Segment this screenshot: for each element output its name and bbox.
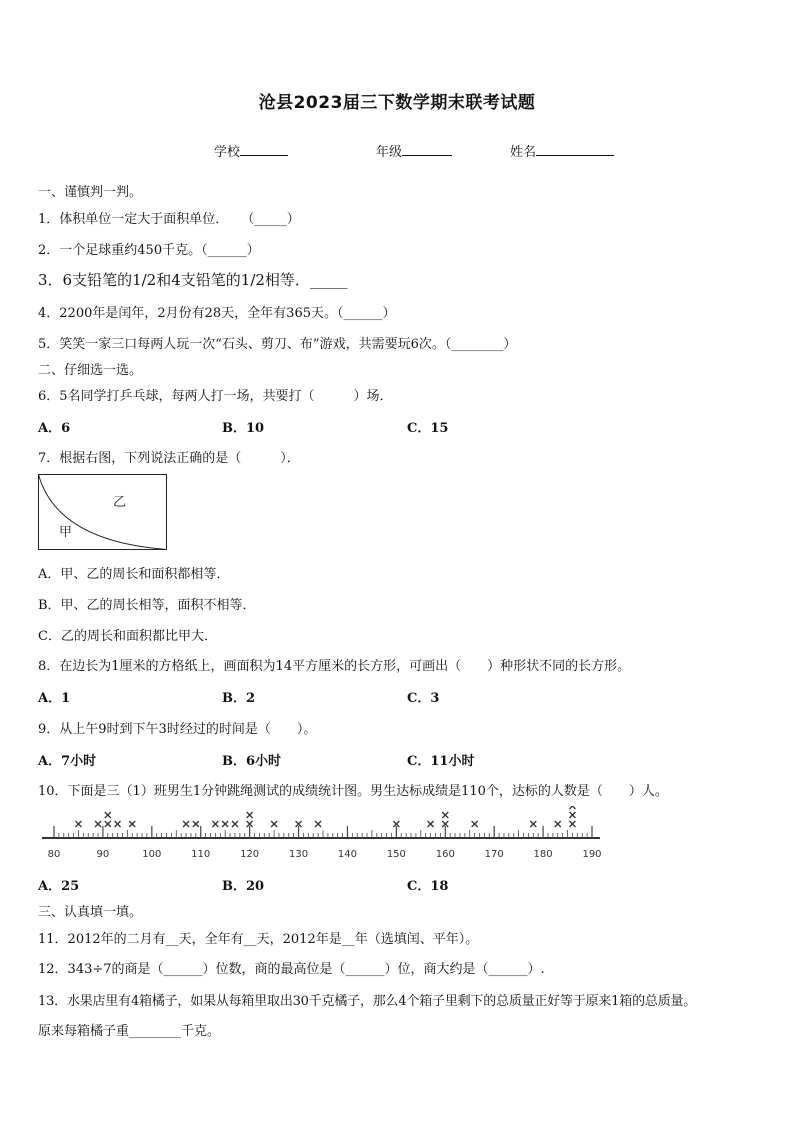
school-blank bbox=[240, 142, 288, 156]
tick-label-180: 180 bbox=[533, 849, 553, 860]
q10-option-c: C．18 bbox=[407, 879, 449, 894]
data-mark-x bbox=[115, 821, 121, 827]
section-1-heading: 一、谨慎判一判。 bbox=[38, 185, 143, 200]
grade-blank bbox=[402, 142, 452, 156]
data-mark-x bbox=[75, 821, 81, 827]
q9-option-b: B．6小时 bbox=[222, 754, 282, 769]
tick-label-80: 80 bbox=[47, 849, 61, 860]
tick-label-190: 190 bbox=[582, 849, 602, 860]
q6-option-a: A．6 bbox=[38, 421, 71, 436]
data-mark-x bbox=[95, 821, 101, 827]
question-4: 4．2200年是闰年，2月份有28天，全年有365天。（______） bbox=[38, 306, 396, 321]
question-7: 7．根据右图，下列说法正确的是（ ）． bbox=[38, 451, 300, 466]
q7-figure-arc bbox=[39, 475, 167, 550]
q7-figure-rectangle bbox=[39, 475, 167, 550]
question-13-line-2: 原来每箱橘子重________千克。 bbox=[38, 1024, 221, 1039]
q6-option-b: B．10 bbox=[222, 421, 265, 436]
q10-option-a: A．25 bbox=[38, 879, 80, 894]
question-9: 9．从上午9时到下午3时经过的时间是（ ）。 bbox=[38, 722, 317, 737]
data-mark-x bbox=[472, 821, 478, 827]
q7-option-a: A．甲、乙的周长和面积都相等． bbox=[38, 567, 230, 582]
q7-option-c: C．乙的周长和面积都比甲大． bbox=[38, 629, 217, 644]
section-2-heading: 二、仔细选一选。 bbox=[38, 363, 143, 378]
page-title: 沧县2023届三下数学期末联考试题 bbox=[258, 93, 536, 113]
grade-label: 年级 bbox=[376, 145, 403, 160]
tick-label-140: 140 bbox=[337, 849, 358, 860]
data-mark-x bbox=[315, 821, 321, 827]
data-mark-x bbox=[129, 821, 135, 827]
section-3-heading: 三、认真填一填。 bbox=[38, 905, 143, 920]
data-mark-x bbox=[247, 812, 253, 818]
question-2: 2．一个足球重约450千克。（______） bbox=[38, 243, 260, 258]
jump-rope-dot-plot bbox=[40, 806, 610, 866]
data-mark-x bbox=[183, 821, 189, 827]
q6-option-c: C．15 bbox=[407, 421, 449, 436]
question-13-line-1: 13．水果店里有4箱橘子，如果从每箱里取出30千克橘子，那么4个箱子里剩下的总质量正好等于原来1箱的总质量。 bbox=[38, 994, 697, 1009]
tick-label-130: 130 bbox=[288, 849, 309, 860]
q8-option-c: C．3 bbox=[407, 691, 440, 706]
q8-option-b: B．2 bbox=[222, 691, 256, 706]
tick-label-90: 90 bbox=[96, 849, 110, 860]
tick-label-110: 110 bbox=[191, 849, 211, 860]
data-mark-x bbox=[271, 821, 277, 827]
q7-label-jia: 甲 bbox=[59, 525, 73, 540]
q7-label-yi: 乙 bbox=[113, 495, 127, 510]
question-5: 5．笑笑一家三口每两人玩一次“石头、剪刀、布”游戏，共需要玩6次。（________） bbox=[38, 337, 517, 352]
question-6: 6．5名同学打乒乓球，每两人打一场，共要打（ ）场． bbox=[38, 389, 393, 404]
data-mark-x bbox=[193, 821, 199, 827]
question-8: 8．在边长为1厘米的方格纸上，画面积为14平方厘米的长方形，可画出（ ）种形状不同的长方形。 bbox=[38, 659, 631, 674]
q9-option-a: A．7小时 bbox=[38, 754, 97, 769]
question-10: 10．下面是三（1）班男生1分钟跳绳测试的成绩统计图。男生达标成绩是110个，达标的人数是（ ）人。 bbox=[38, 784, 668, 799]
data-mark-x bbox=[530, 821, 536, 827]
data-mark-x bbox=[428, 821, 434, 827]
data-mark-x bbox=[105, 821, 111, 827]
q9-option-c: C．11小时 bbox=[407, 754, 475, 769]
data-mark-x bbox=[442, 812, 448, 818]
tick-label-170: 170 bbox=[484, 849, 504, 860]
question-12: 12．343÷7的商是（______）位数，商的最高位是（______）位，商大约是（______）. bbox=[38, 962, 545, 977]
school-field bbox=[214, 141, 288, 160]
question-1: 1．体积单位一定大于面积单位． （_____） bbox=[38, 212, 300, 227]
data-mark-x bbox=[569, 806, 575, 809]
tick-label-160: 160 bbox=[435, 849, 455, 860]
question-11: 11．2012年的二月有__天，全年有__天，2012年是__年（选填闰、平年）。 bbox=[38, 932, 479, 947]
question-3: 3．6支铅笔的1/2和4支铅笔的1/2相等．_____ bbox=[38, 271, 348, 289]
data-mark-x bbox=[232, 821, 238, 827]
tick-label-100: 100 bbox=[142, 849, 162, 860]
tick-label-150: 150 bbox=[386, 849, 406, 860]
data-mark-x bbox=[555, 821, 561, 827]
grade-field bbox=[376, 141, 452, 160]
name-field bbox=[510, 141, 614, 160]
data-mark-x bbox=[212, 821, 218, 827]
data-mark-x bbox=[105, 812, 111, 818]
data-mark-x bbox=[569, 812, 575, 818]
q8-option-a: A．1 bbox=[38, 691, 71, 706]
tick-label-120: 120 bbox=[240, 849, 260, 860]
name-blank bbox=[536, 142, 614, 156]
q10-option-b: B．20 bbox=[222, 879, 265, 894]
name-label: 姓名 bbox=[510, 145, 537, 160]
q7-figure bbox=[37, 473, 169, 553]
q7-option-b: B．甲、乙的周长相等，面积不相等． bbox=[38, 598, 256, 613]
data-mark-x bbox=[569, 821, 575, 827]
data-mark-x bbox=[222, 821, 228, 827]
school-label: 学校 bbox=[214, 145, 241, 160]
